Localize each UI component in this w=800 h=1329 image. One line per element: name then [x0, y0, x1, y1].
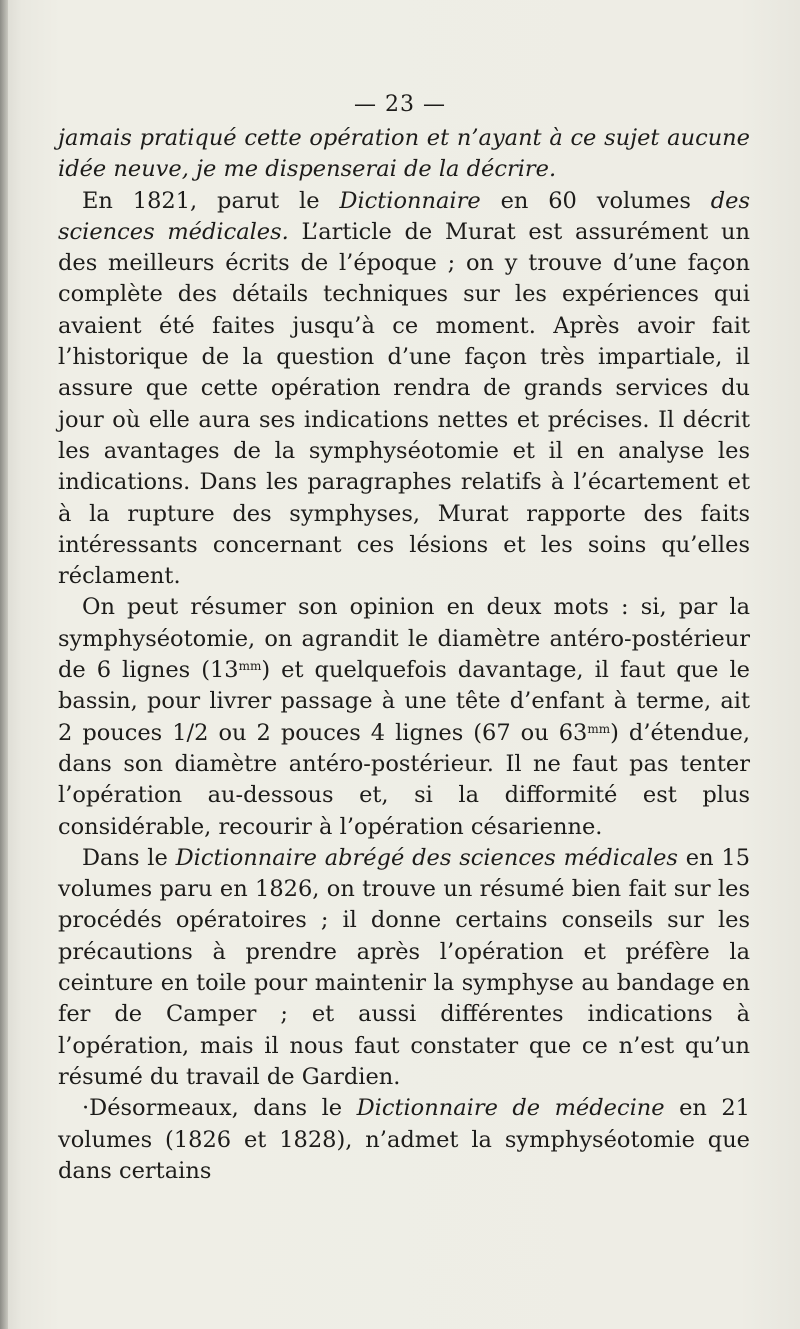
italic-text: jamais pratiqué cette opération et n’ayant à ce sujet aucune idée neuve, je me dispenserai de la décrire.	[58, 125, 750, 183]
italic-text: Dictionnaire de médecine	[356, 1095, 665, 1122]
paragraph	[58, 592, 750, 842]
book-spine-shadow	[0, 0, 8, 1329]
page-number: — 23 —	[354, 92, 446, 117]
text-segment: L’article de Murat est assurément un des meilleurs écrits de l’époque ; on y trouve d’une façon complète des détails techniques sur les expériences qui avaient été faites jusqu’à ce moment. Après avoir fait l’historique de la question d’une façon très impartiale, il assure que cette opération rendra de grands services du jour où elle aura ses indications nettes et précises. Il décrit les avantages de la symphyséotomie et il en analyse les indications. Dans les paragraphes relatifs à l’écartement et à la rupture des symphyses, Murat rapporte des faits intéressants concernant ces lésions et les soins qu’elles réclament.	[58, 218, 751, 590]
paragraph	[58, 843, 750, 1093]
italic-text: des sciences médicales.	[58, 187, 750, 245]
text-segment: ) et quelquefois davantage, il faut que le bassin, pour livrer passage à une tête d’enfant à terme, ait 2 pouces 1/2 ou 2 pouces 4 lignes (67 ou 63	[58, 657, 750, 746]
text-segment: En 1821, parut le	[82, 187, 340, 214]
unit-superscript: mm	[587, 721, 611, 736]
text-segment: On peut résumer son opinion en deux mots : si, par la symphyséotomie, on agrandit le diamètre antéro-postérieur de 6 lignes (13	[58, 594, 750, 684]
text-segment: en 60 volumes	[480, 187, 711, 214]
body-text	[58, 123, 750, 1187]
text-segment: Dans le	[82, 844, 176, 871]
text-segment: ·Désormeaux, dans le	[82, 1095, 357, 1122]
text-segment: en 15 volumes paru en 1826, on trouve un résumé bien fait sur les procédés opératoires ; il donne certains conseils sur les précautions à prendre après l’opération et préfère la ceinture en toile pour maintenir la symphyse au bandage en fer de Camper ; et aussi différentes indications à l’opération, mais il nous faut constater que ce n’est qu’un résumé du travail de Gardien.	[58, 844, 751, 1090]
paragraph	[58, 1093, 750, 1187]
italic-text: Dictionnaire	[339, 187, 481, 214]
text-segment: en 21 volumes (1826 et 1828), n’admet la symphyséotomie que dans certains	[58, 1095, 751, 1184]
text-segment: ) d’étendue, dans son diamètre antéro-postérieur. Il ne faut pas tenter l’opération au-dessous et, si la difformité est plus considérable, recourir à l’opération césarienne.	[58, 719, 750, 840]
paragraph	[58, 186, 750, 593]
italic-text: Dictionnaire abrégé des sciences médicales	[175, 844, 678, 871]
paragraph-continuation	[58, 123, 750, 186]
unit-superscript: mm	[238, 659, 262, 674]
